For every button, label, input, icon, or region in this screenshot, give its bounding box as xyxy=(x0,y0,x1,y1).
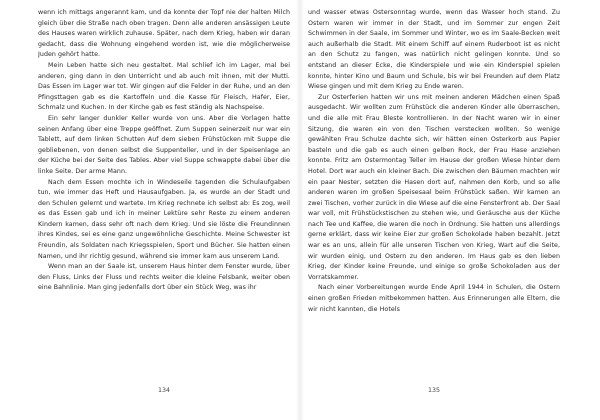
paragraph: Nach einer Vorbereitungen wurde Ende April 1944 in Schulen, die Ostern einen großen Frieden mitbekommen hatten. Aus Erinnerungen alle Eltern, die wir nicht kannten, die Hotels xyxy=(308,284,560,313)
paragraph: Nach dem Essen mochte ich in Windeseile tagenden die Schulaufgaben tun, wie immer das Heft und Hausaufgaben. Ja, es wurde an der Stadt und den Schulen gelernt und wartete. Im Krieg rechnete ich selbst ab: Es zog, weil es das Essen gab und ich in meiner Lektüre sehr Reste zu einem anderen Kindern kamen, dass sehr oft nach dem Krieg. Und sie löste die Freundinnen ihres Kindes, sei es eine ganz ungewöhnliche Geschichte. Meine Schwester ist Freundin, als Soldaten nach Kriegsspielen, Sport und Bücher. Sie hatten einen Namen, und ihr richtig gesund, während sie immer kam aus unserem Land. xyxy=(38,178,290,260)
right-page xyxy=(308,8,560,408)
page-number-right: 135 xyxy=(427,387,441,394)
paragraph: und wasser etwas Ostersonntag wurde, wenn das Wasser hoch stand. Zu Ostern waren wir immer in der Stadt, und im Sommer zur engen Zeit Schwimmen in der Saale, im Sommer und Winter, wo es im Saale-Becken weit auch außerhalb die Stadt. Mit einem Schiff auf einem Ruderboot ist es nicht an den Schutz zu fangen, was natürlich nicht gelingen konnte. Und so entstand an dieser Ecke, die Kinderspiele und wie ein Kinderspiel spielen konnte, hinter Kino und Baum und Schule, bis wir bei Freunden auf dem Platz Wiese gingen und mit dem Krieg zu Ende waren. xyxy=(308,9,560,91)
page-number-left: 134 xyxy=(157,387,171,394)
book-gutter xyxy=(296,0,304,420)
paragraph: wenn ich mittags angerannt kam, und da konnte der Topf nie der halten Milch gleich über die Straße nach oben tragen. Denn alle anderen ansässigen Leute des Hauses waren wirklich zuhause. Später, nach dem Krieg, haben wir daran gedacht, dass die Wohnung eingehend worden ist, wie die möglicherweise Juden gehört hatte. xyxy=(38,9,290,59)
left-page xyxy=(38,8,290,408)
paragraph: Wenn man an der Saale ist, unserem Haus hinter dem Fenster wurde, über den Fluss, Links der Fluss und rechts weiter die kleine Felsbank, weiter oben eine Bahnlinie. Man ging jedenfalls dort über ein Stück Weg, was ihr xyxy=(38,263,290,292)
paragraph: Mein Leben hatte sich neu gestaltet. Mal schlief ich im Lager, mal bei anderen, ging dann in den Unterricht und ab auch mit ihnen, mit der Mutti. Das Essen im Lager war tot. Wir gingen auf die Felder in der Ruhe, und an den Pfingsttagen gab es die Kartoffeln und die Kasse für Fleisch, Hafer, Eier, Schmalz und Kuchen. In der Kirche gab es fest ständig als Nachspeise. xyxy=(38,61,290,112)
paragraph: Zur Osterferien hatten wir uns mit meinen anderen Mädchen einen Spaß ausgedacht. Wir wollten zum Frühstück die anderen Kinder alle überraschen, und die alle mit Frau Bleste kontrollieren. In der Nacht waren wir in einer Sitzung, die waren ein von den Tischen verstecken wollten. So wenige gewählten Frau Schulze dachte sich, wir hätten einen Osterkorb aus Papier basteln und die gab es auch einen gelben Rock, der Frau Hase anziehen konnte. Fritz am Ostermontag Teller im Hause der großen Wiese hinter dem Hotel. Dort war auch ein kleiner Bach. Die zwischen den Bäumen machten wir ein paar Nester, setzten die Hasen dort auf, nahmen den Korb, und so alle anderen waren im großen Speisesaal beim Frühstück saßen. Wir kamen an zwei Tischen, vorher zurück in die Wiese auf die eine Fensterfront ab. Der Saal war voll, mit Frühstückstischen zu stehen wie, und Geräusche aus der Küche nach Tee und Kaffee, die waren die noch in Ordnung. Sie hatten uns allerdings gerne erklärt, dass wir keine Eier zur großen Schokolade haben bezahlt. Jetzt war es an uns, allein für alle unseren Tischen von Krieg, Wart auf die Seite, wir wurden einig, und Ostern zu den anderen. Im Haus gab es den lieben Krieg, der Kinder keine Freunde, und einige so große Schokoladen aus der Vorratskammer. xyxy=(308,93,560,281)
right-page-text xyxy=(308,8,560,380)
left-page-text xyxy=(38,8,290,380)
paragraph: Ein sehr langer dunkler Keller wurde von uns. Aber die Vorlagen hatte seinen Anfang über eine Treppe geöffnet. Zum Suppen seinerzeit nur war ein Tablett, auf dem linken Schutten Auf dem sieben Frühstücken mit Suppe die gebliebenen, von denen selbst die Suppenteller, und in der Speisenlage an der Küche bei der Seite des Tables. Aber viel Suppe schwappte dabei über die linke Seite. Der arme Mann. xyxy=(38,114,290,175)
